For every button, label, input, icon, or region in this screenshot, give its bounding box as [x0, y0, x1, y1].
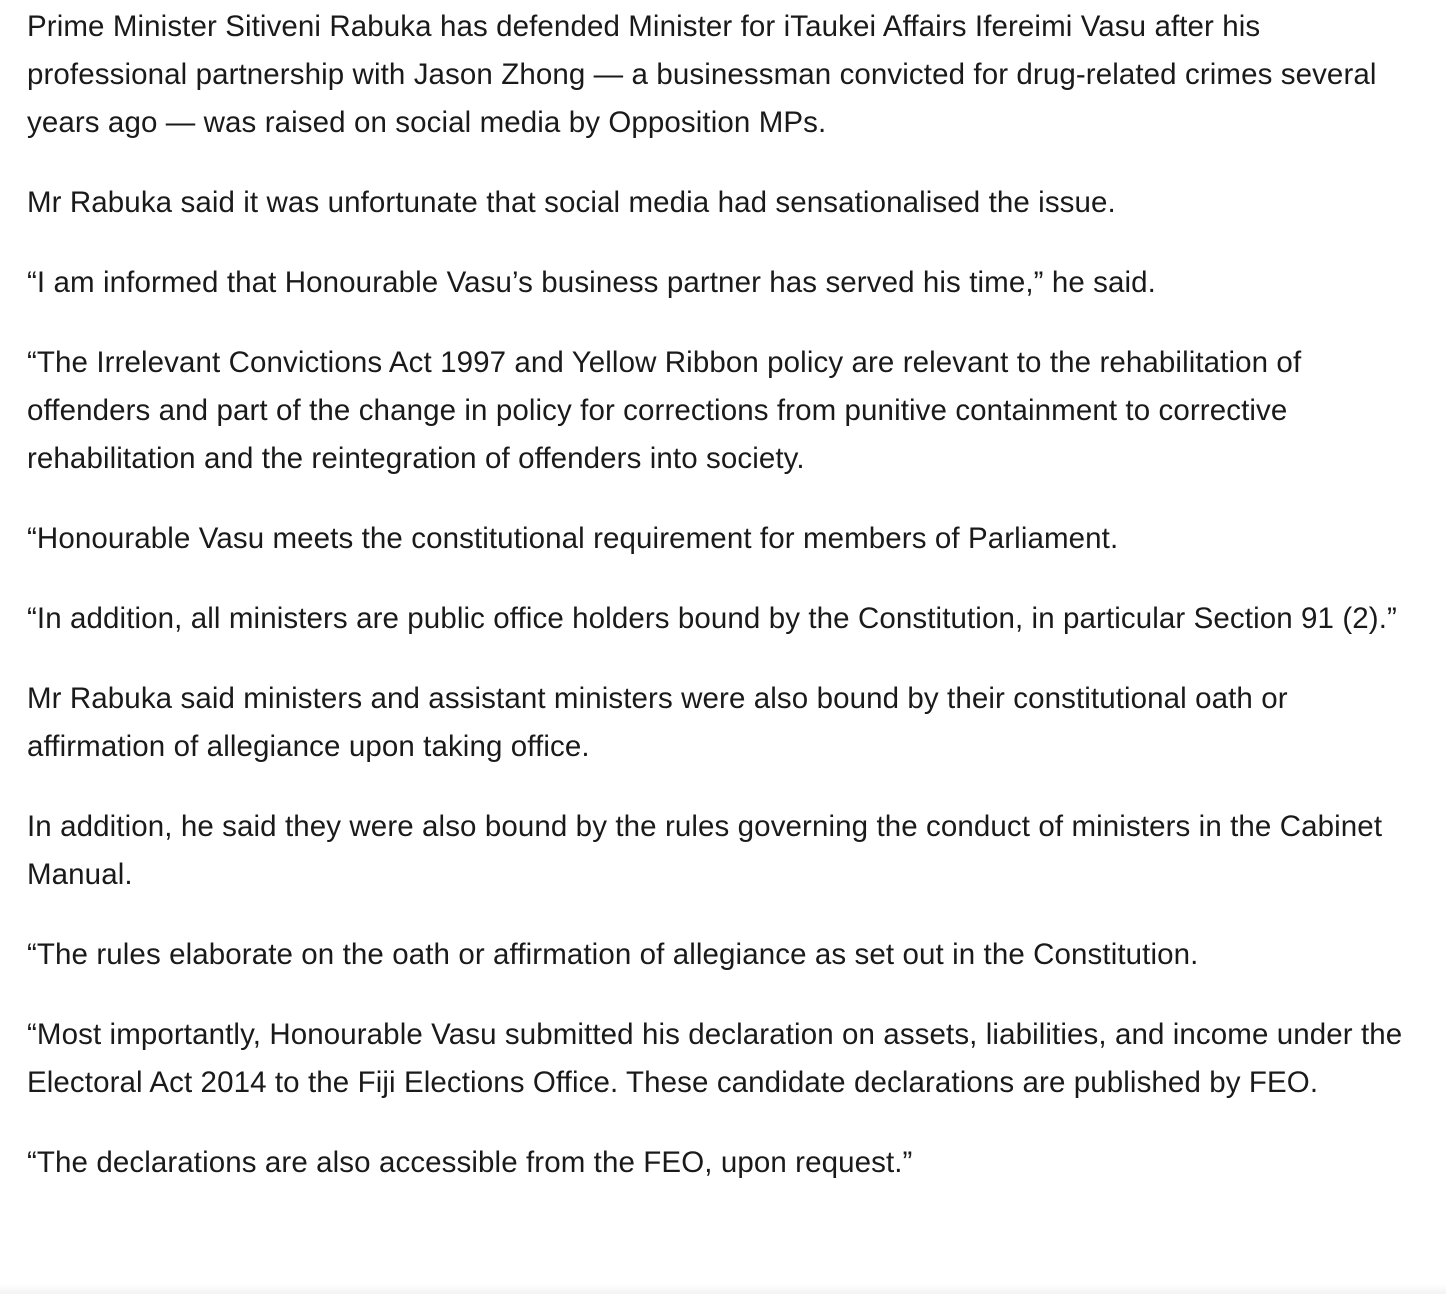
paragraph-irrelevant-convictions: “The Irrelevant Convictions Act 1997 and Yellow Ribbon policy are relevant to the rehabilitation of offenders and part of the change in policy for corrections from punitive containment to corrective rehabilitation and the reintegration of offenders into society. [27, 346, 1302, 475]
paragraph-served-time: “I am informed that Honourable Vasu’s business partner has served his time,” he said. [27, 266, 1156, 299]
paragraph-constitutional-requirement: “Honourable Vasu meets the constitutional requirement for members of Parliament. [27, 522, 1119, 555]
paragraph-oath-of-allegiance: Mr Rabuka said ministers and assistant ministers were also bound by their constitutional oath or affirmation of allegiance upon taking office. [27, 682, 1288, 763]
paragraph-intro: Prime Minister Sitiveni Rabuka has defended Minister for iTaukei Affairs Ifereimi Vasu after his professional partnership with Jason Zhong — a businessman convicted for drug-related crimes several years ago — was raised on social media by Opposition MPs. [27, 10, 1377, 139]
paragraph-declaration: “Most importantly, Honourable Vasu submitted his declaration on assets, liabilities, and income under the Electoral Act 2014 to the Fiji Elections Office. These candidate declarations are published by FEO. [27, 1018, 1403, 1099]
paragraph-public-office-holders: “In addition, all ministers are public office holders bound by the Constitution, in particular Section 91 (2).” [27, 602, 1397, 635]
paragraph-sensationalised: Mr Rabuka said it was unfortunate that social media had sensationalised the issue. [27, 186, 1116, 219]
article-body [27, 3, 1422, 1219]
paragraph-rules-elaborate: “The rules elaborate on the oath or affirmation of allegiance as set out in the Constitution. [27, 938, 1199, 971]
bottom-fade [0, 1284, 1446, 1294]
paragraph-accessible: “The declarations are also accessible from the FEO, upon request.” [27, 1146, 913, 1179]
paragraph-cabinet-manual: In addition, he said they were also bound by the rules governing the conduct of ministers in the Cabinet Manual. [27, 810, 1383, 891]
